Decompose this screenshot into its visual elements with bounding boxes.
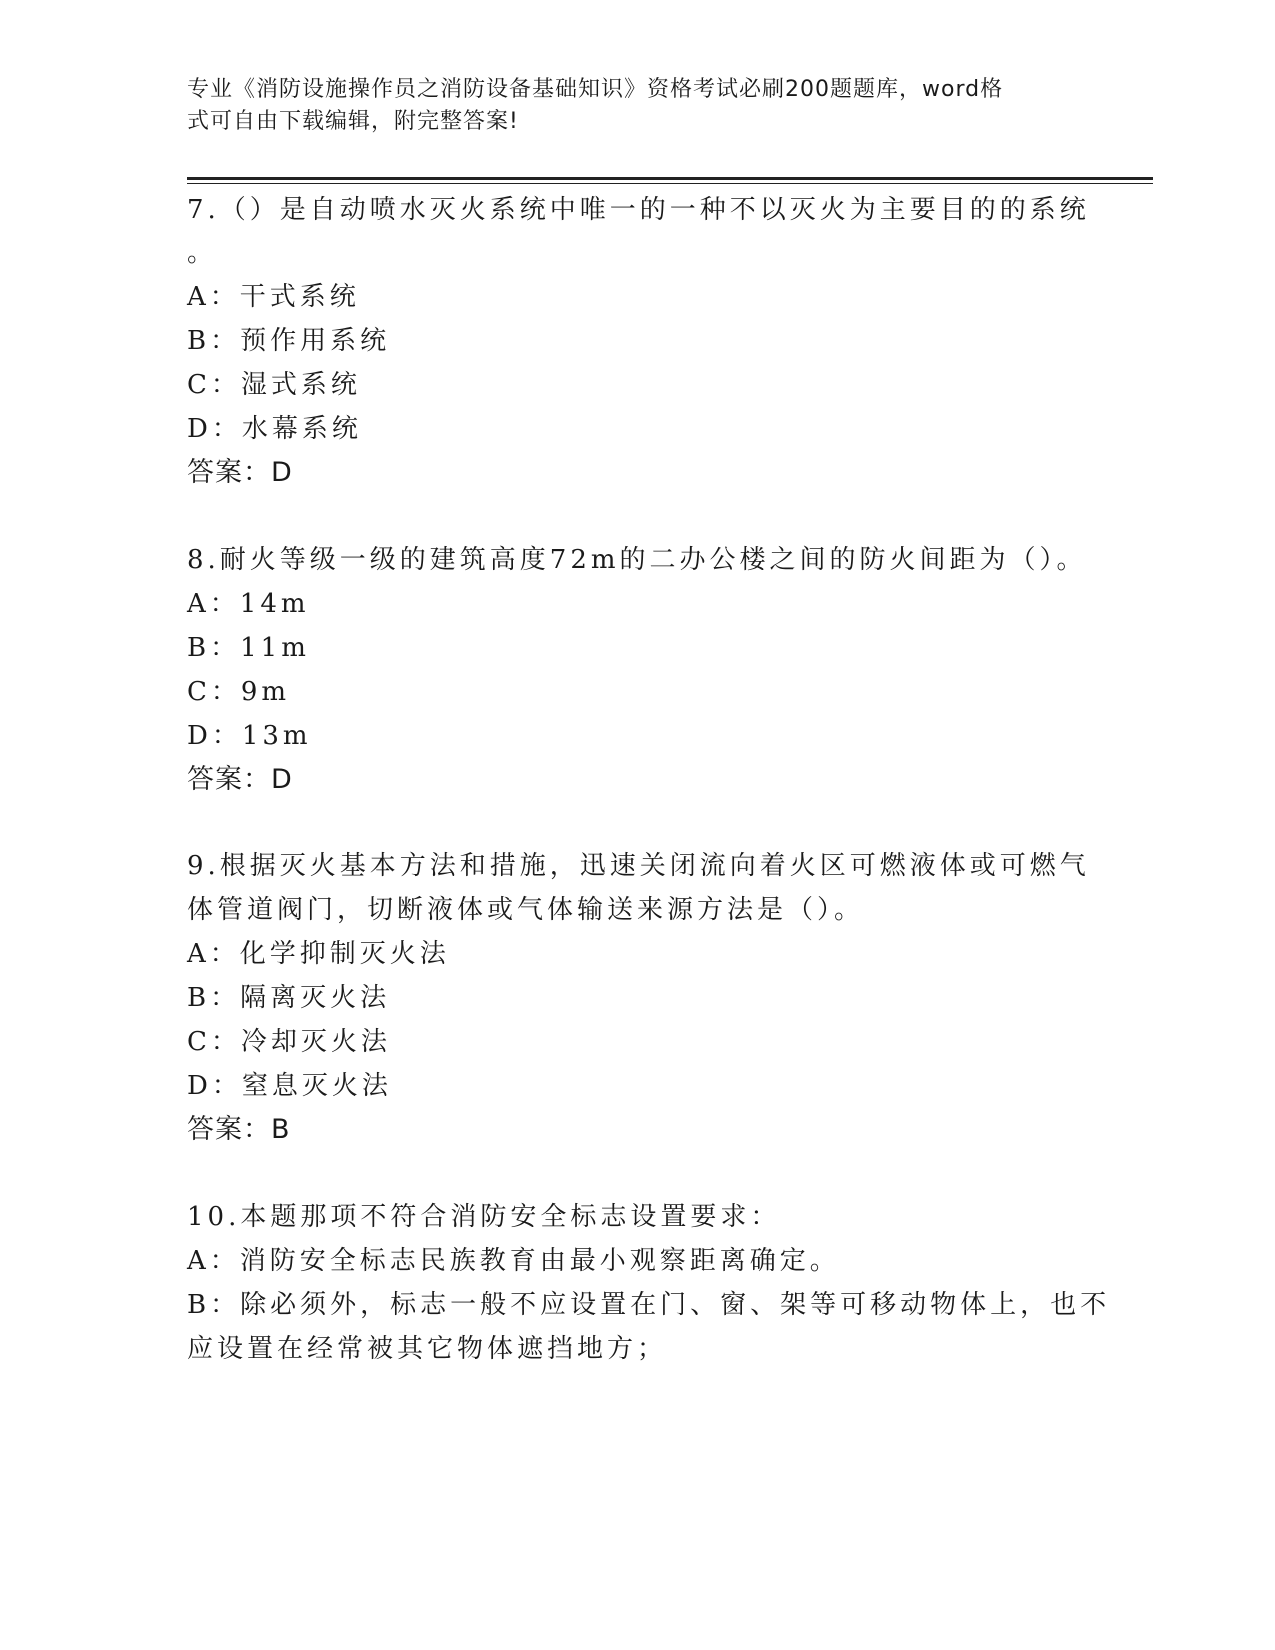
question-10-option-b-line-2: 应设置在经常被其它物体遮挡地方； <box>187 1334 668 1364</box>
question-9-option-b: B：隔离灭火法 <box>187 983 391 1013</box>
header-divider-thin <box>187 183 1153 184</box>
question-8-stem-line-1: 8.耐火等级一级的建筑高度72m的二办公楼之间的防火间距为（）。 <box>187 545 1087 575</box>
document-header <box>187 74 1067 138</box>
question-8-option-c: C：9m <box>187 677 291 707</box>
question-8-answer: 答案：D <box>187 764 293 795</box>
header-line-2: 式可自由下载编辑，附完整答案! <box>187 109 519 134</box>
question-7-option-b: B：预作用系统 <box>187 326 391 356</box>
question-7-stem-line-1: 7.（）是自动喷水灭火系统中唯一的一种不以灭火为主要目的的系统 <box>187 195 1090 225</box>
question-7-option-a: A：干式系统 <box>187 282 360 312</box>
question-9-stem-line-1: 9.根据灭火基本方法和措施，迅速关闭流向着火区可燃液体或可燃气 <box>187 851 1090 881</box>
question-8-option-b: B：11m <box>187 633 310 663</box>
question-8-option-a: A：14m <box>187 589 310 619</box>
question-9-stem-line-2: 体管道阀门，切断液体或气体输送来源方法是（）。 <box>187 895 865 925</box>
question-7-option-c: C：湿式系统 <box>187 370 361 400</box>
question-7-option-d: D：水幕系统 <box>187 414 362 444</box>
question-10-option-b-line-1: B：除必须外，标志一般不应设置在门、窗、架等可移动物体上，也不 <box>187 1290 1111 1320</box>
header-divider-thick <box>187 177 1153 180</box>
header-line-1: 专业《消防设施操作员之消防设备基础知识》资格考试必刷200题题库，word格 <box>187 77 1004 102</box>
question-10-option-a: A：消防安全标志民族教育由最小观察距离确定。 <box>187 1246 840 1276</box>
question-9-option-c: C：冷却灭火法 <box>187 1027 391 1057</box>
question-9-answer: 答案：B <box>187 1114 291 1145</box>
question-10-stem-line-1: 10.本题那项不符合消防安全标志设置要求： <box>187 1202 781 1232</box>
question-9-option-d: D：窒息灭火法 <box>187 1071 392 1101</box>
question-8-option-d: D：13m <box>187 721 312 751</box>
question-9-option-a: A：化学抑制灭火法 <box>187 939 450 969</box>
question-7-answer: 答案：D <box>187 457 293 488</box>
question-7-stem-line-2: 。 <box>187 238 218 268</box>
